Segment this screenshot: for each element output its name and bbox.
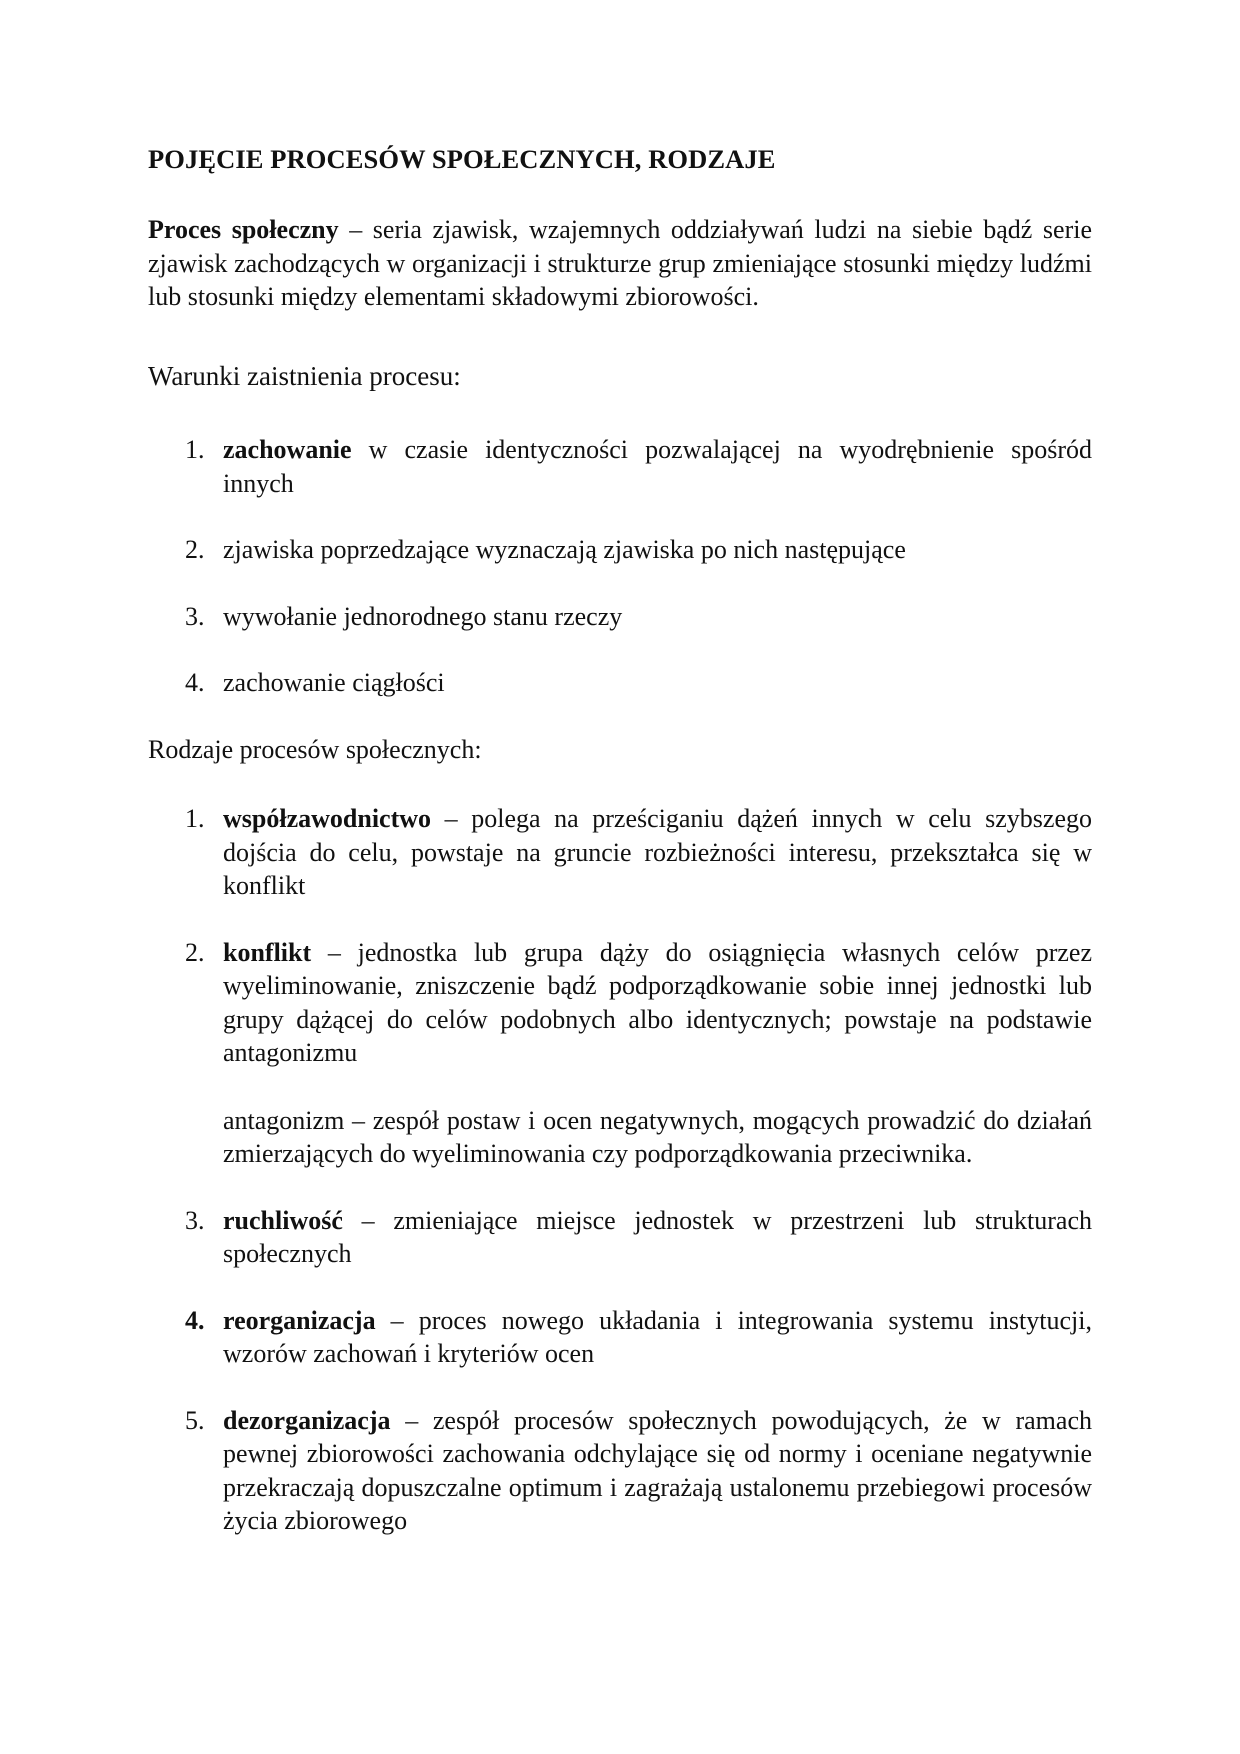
condition-number: 4. <box>185 668 205 697</box>
types-heading: Rodzaje procesów społecznych: <box>148 734 482 764</box>
intro-term: Proces społeczny <box>148 215 339 244</box>
condition-number: 3. <box>185 601 205 631</box>
condition-text: zjawiska poprzedzające wyznaczają zjawiska po nich następujące <box>223 535 906 564</box>
condition-item <box>148 433 1092 500</box>
type-item <box>148 936 1092 1171</box>
type-text: – zespół procesów społecznych powodujących, że w ramach pewnej zbiorowości zachowania odchylające się od normy i oceniane negatywnie przekraczają dopuszczalne optimum i zagrażają ustalonemu przebiegowi procesów życia zbiorowego <box>223 1405 1092 1535</box>
condition-number: 1. <box>185 435 205 464</box>
conditions-list <box>148 433 1092 700</box>
type-number: 4. <box>185 1305 205 1335</box>
types-list <box>148 802 1092 1538</box>
subdefinition-text: – zespół postaw i ocen negatywnych, mogących prowadzić do działań zmierzających do wyeliminowania czy podporządkowania przeciwnika. <box>223 1105 1092 1168</box>
type-term: reorganizacja <box>223 1305 376 1335</box>
type-text: – polega na prześciganiu dążeń innych w celu szybszego dojścia do celu, powstaje na gruncie rozbieżności interesu, przekształca się w konflikt <box>223 804 1092 900</box>
subdefinition <box>223 1104 1092 1171</box>
condition-item <box>148 666 1092 700</box>
condition-term: zachowanie <box>223 435 352 464</box>
condition-text: w czasie identyczności pozwalającej na wyodrębnienie spośród innych <box>223 435 1092 498</box>
type-text: – jednostka lub grupa dąży do osiągnięcia własnych celów przez wyeliminowanie, zniszczenie bądź podporządkowanie sobie innej jednostki lub grupy dążącej do celów podobnych albo identycznych; powstaje na podstawie antagonizmu <box>223 937 1092 1067</box>
condition-text: zachowanie ciągłości <box>223 668 445 697</box>
condition-item <box>148 533 1092 567</box>
intro-text: – seria zjawisk, wzajemnych oddziaływań ludzi na siebie bądź serie zjawisk zachodzących w organizacji i strukturze grup zmieniające stosunki między ludźmi lub stosunki między elementami składowymi zbiorowości. <box>148 215 1092 311</box>
document-title: POJĘCIE PROCESÓW SPOŁECZNYCH, RODZAJE <box>148 144 776 174</box>
type-number: 1. <box>185 804 205 833</box>
type-item <box>148 1204 1092 1271</box>
condition-item <box>148 600 1092 634</box>
type-item <box>148 1404 1092 1538</box>
type-item <box>148 802 1092 903</box>
type-number: 5. <box>185 1405 205 1435</box>
subdefinition-term: antagonizm <box>223 1105 345 1135</box>
type-term: konflikt <box>223 937 312 967</box>
type-text: – zmieniające miejsce jednostek w przestrzeni lub strukturach społecznych <box>223 1205 1092 1268</box>
type-term: dezorganizacja <box>223 1405 391 1435</box>
intro-paragraph <box>148 213 1092 314</box>
type-number: 2. <box>185 937 205 967</box>
type-term: ruchliwość <box>223 1205 343 1235</box>
conditions-heading: Warunki zaistnienia procesu: <box>148 360 461 391</box>
type-term: współzawodnictwo <box>223 804 432 833</box>
type-number: 3. <box>185 1205 205 1235</box>
document-page <box>148 143 1092 1571</box>
condition-number: 2. <box>185 535 205 564</box>
type-text: – proces nowego układania i integrowania systemu instytucji, wzorów zachowań i kryteriów ocen <box>223 1305 1092 1368</box>
type-item <box>148 1304 1092 1371</box>
condition-text: wywołanie jednorodnego stanu rzeczy <box>223 601 623 631</box>
